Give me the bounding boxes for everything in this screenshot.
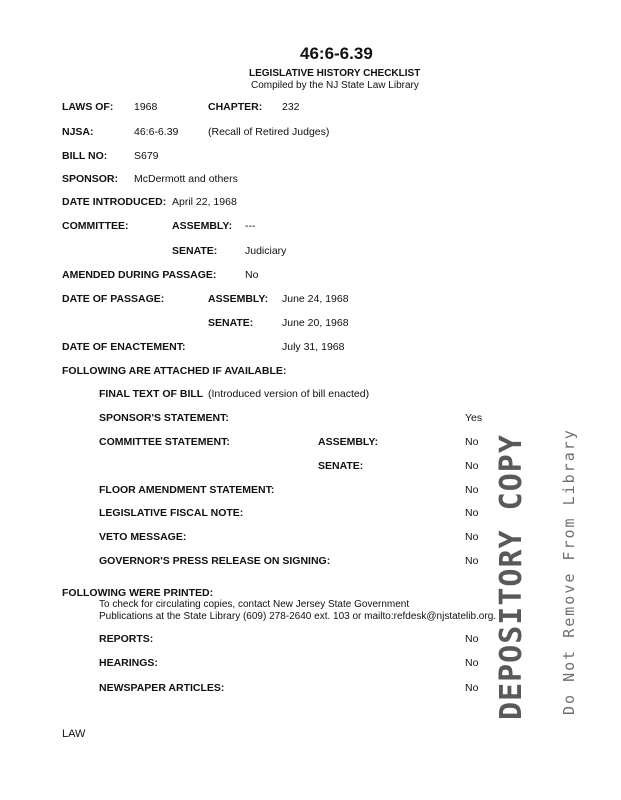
press-release-value: No (465, 555, 479, 567)
floor-amendment-value: No (465, 484, 479, 496)
committee-senate-label: SENATE: (172, 245, 218, 257)
page-title: 46:6-6.39 (300, 44, 373, 63)
sponsor-statement-value: Yes (465, 412, 483, 424)
passage-senate-value: June 20, 1968 (282, 317, 349, 329)
passage-assembly-value: June 24, 1968 (282, 293, 349, 305)
floor-amendment-label: FLOOR AMENDMENT STATEMENT: (99, 484, 275, 496)
sponsor-statement-label: SPONSOR'S STATEMENT: (99, 412, 229, 424)
reports-label: REPORTS: (99, 633, 154, 645)
final-text-note: (Introduced version of bill enacted) (208, 388, 370, 400)
committee-senate-value: Judiciary (245, 245, 287, 257)
sponsor-label: SPONSOR: (62, 173, 119, 185)
printed-heading: FOLLOWING WERE PRINTED: (62, 587, 214, 599)
date-introduced-value: April 22, 1968 (172, 196, 237, 208)
fiscal-note-label: LEGISLATIVE FISCAL NOTE: (99, 507, 244, 519)
newspaper-articles-value: No (465, 682, 479, 694)
hearings-label: HEARINGS: (99, 657, 158, 669)
laws-of-value: 1968 (134, 101, 158, 113)
committee-statement-assembly-value: No (465, 436, 479, 448)
njsa-value: 46:6-6.39 (134, 126, 179, 138)
committee-label: COMMITTEE: (62, 220, 129, 232)
njsa-label: NJSA: (62, 126, 94, 138)
reports-value: No (465, 633, 479, 645)
committee-assembly-label: ASSEMBLY: (172, 220, 233, 232)
laws-of-label: LAWS OF: (62, 101, 114, 113)
committee-assembly-value: --- (245, 220, 256, 232)
checklist-subtitle: LEGISLATIVE HISTORY CHECKLIST (249, 68, 421, 79)
chapter-label: CHAPTER: (208, 101, 263, 113)
date-of-enactment-value: July 31, 1968 (282, 341, 345, 353)
depository-copy-stamp: DEPOSITORY COPY (494, 434, 529, 720)
amended-label: AMENDED DURING PASSAGE: (62, 269, 217, 281)
date-introduced-label: DATE INTRODUCED: (62, 196, 167, 208)
committee-statement-senate-value: No (465, 460, 479, 472)
newspaper-articles-label: NEWSPAPER ARTICLES: (99, 682, 225, 694)
hearings-value: No (465, 657, 479, 669)
njsa-note: (Recall of Retired Judges) (208, 126, 330, 138)
printed-note-line2: Publications at the State Library (609) 278-2640 ext. 103 or mailto:refdesk@njstatelib.org. (99, 611, 497, 622)
printed-note-line1: To check for circulating copies, contact New Jersey State Government (99, 599, 410, 610)
passage-senate-label: SENATE: (208, 317, 254, 329)
veto-message-value: No (465, 531, 479, 543)
press-release-label: GOVERNOR'S PRESS RELEASE ON SIGNING: (99, 555, 331, 567)
compiled-by-note: Compiled by the NJ State Law Library (251, 80, 419, 91)
passage-assembly-label: ASSEMBLY: (208, 293, 269, 305)
veto-message-label: VETO MESSAGE: (99, 531, 187, 543)
footer-law-label: LAW (62, 728, 86, 740)
amended-value: No (245, 269, 259, 281)
bill-no-label: BILL NO: (62, 150, 108, 162)
fiscal-note-value: No (465, 507, 479, 519)
sponsor-value: McDermott and others (134, 173, 238, 185)
committee-statement-assembly-label: ASSEMBLY: (318, 436, 379, 448)
date-of-passage-label: DATE OF PASSAGE: (62, 293, 165, 305)
bill-no-value: S679 (134, 150, 159, 162)
final-text-label: FINAL TEXT OF BILL (99, 388, 204, 400)
date-of-enactment-label: DATE OF ENACTEMENT: (62, 341, 186, 353)
attached-heading: FOLLOWING ARE ATTACHED IF AVAILABLE: (62, 365, 287, 377)
committee-statement-label: COMMITTEE STATEMENT: (99, 436, 230, 448)
committee-statement-senate-label: SENATE: (318, 460, 364, 472)
do-not-remove-stamp: Do Not Remove From Library (560, 428, 578, 715)
chapter-value: 232 (282, 101, 300, 113)
